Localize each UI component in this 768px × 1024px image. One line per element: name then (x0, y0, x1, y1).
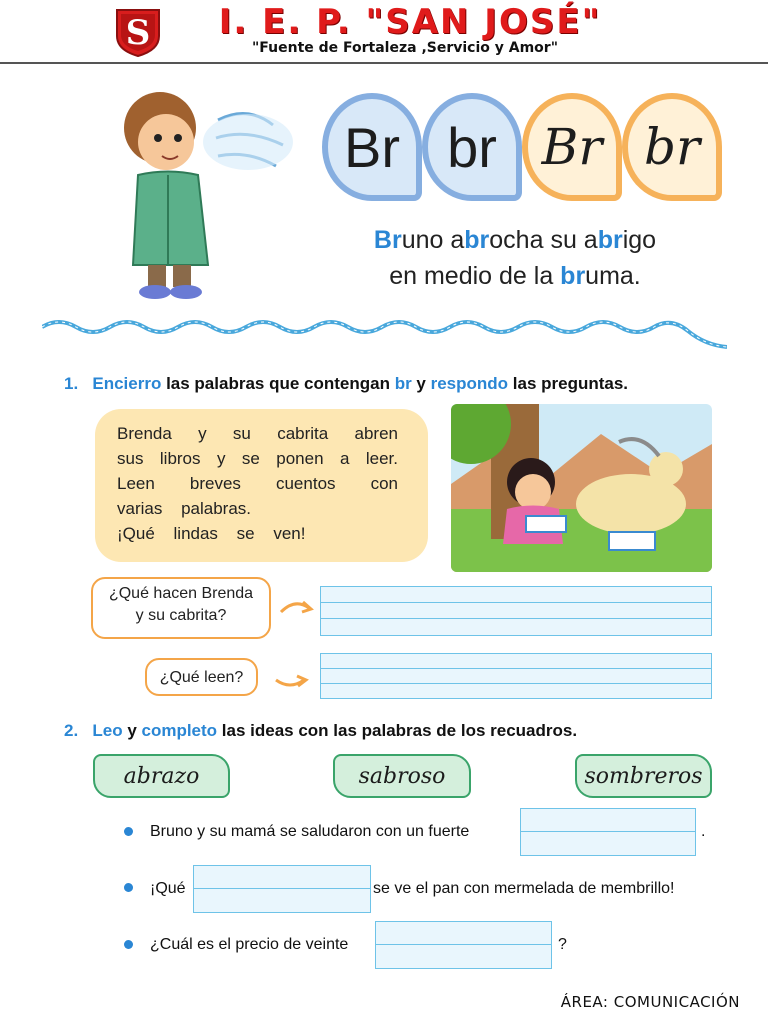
letter-badge-print-lower: br (422, 93, 522, 201)
bullet-icon (124, 883, 133, 892)
wave-divider (42, 313, 727, 353)
reading-passage (95, 409, 428, 562)
word-box-sombreros: sombreros (575, 754, 712, 798)
reading-line: varias palabras. (117, 499, 252, 518)
answer-lines-q1[interactable] (320, 586, 712, 636)
reading-line: Brenda y su cabrita abren (117, 424, 398, 443)
activity1-instructions: 1. Encierro las palabras que contengan br y respondo las preguntas. (64, 374, 629, 393)
school-name: I. E. P. "SAN JOSÉ" (218, 2, 602, 42)
question-bubble-what-do-they-read: ¿Qué leen? (145, 658, 258, 696)
boy-in-coat-illustration (98, 80, 293, 310)
example-sentence-line1: Bruno abrocha su abrigo (373, 226, 657, 254)
sentence2-start: ¡Qué (150, 880, 186, 897)
sentence2-end: se ve el pan con mermelada de membrillo! (373, 880, 675, 897)
blank-field-sentence2[interactable] (193, 865, 371, 913)
answer-lines-q2[interactable] (320, 653, 712, 699)
word-box-sabroso: sabroso (333, 754, 471, 798)
letter-badge-print-upper: Br (322, 93, 422, 201)
activity2-instructions: 2. Leo y completo las ideas con las palabras de los recuadros. (64, 721, 578, 740)
reading-line: sus libros y se ponen a leer. (117, 449, 398, 468)
sentence3-start: ¿Cuál es el precio de veinte (150, 936, 349, 953)
word-box-abrazo: abrazo (93, 754, 230, 798)
bullet-icon (124, 940, 133, 949)
school-motto: "Fuente de Fortaleza ,Servicio y Amor" (251, 40, 559, 56)
reading-line: Leen breves cuentos con (117, 474, 398, 493)
sentence1-end: . (701, 823, 706, 840)
subject-area-footer: ÁREA: COMUNICACIÓN (560, 993, 740, 1011)
svg-text:S: S (125, 13, 151, 53)
reading-line: ¡Qué lindas se ven! (117, 524, 306, 543)
example-sentence-line2: en medio de la bruma. (389, 262, 641, 290)
arrow-right-icon (277, 594, 317, 618)
header-divider (0, 62, 768, 64)
girl-and-goat-reading-illustration (451, 404, 712, 572)
letter-badge-cursive-lower: br (622, 93, 722, 201)
question-bubble-what-do-they-do: ¿Qué hacen Brenda y su cabrita? (91, 577, 271, 639)
bullet-icon (124, 827, 133, 836)
sentence3-end: ? (558, 936, 567, 953)
blank-field-sentence1[interactable] (520, 808, 696, 856)
letter-badge-cursive-upper: Br (522, 93, 622, 201)
school-logo-icon (113, 6, 163, 58)
sentence1-start: Bruno y su mamá se saludaron con un fuerte (150, 823, 470, 840)
blank-field-sentence3[interactable] (375, 921, 552, 969)
arrow-right-icon (272, 668, 312, 692)
